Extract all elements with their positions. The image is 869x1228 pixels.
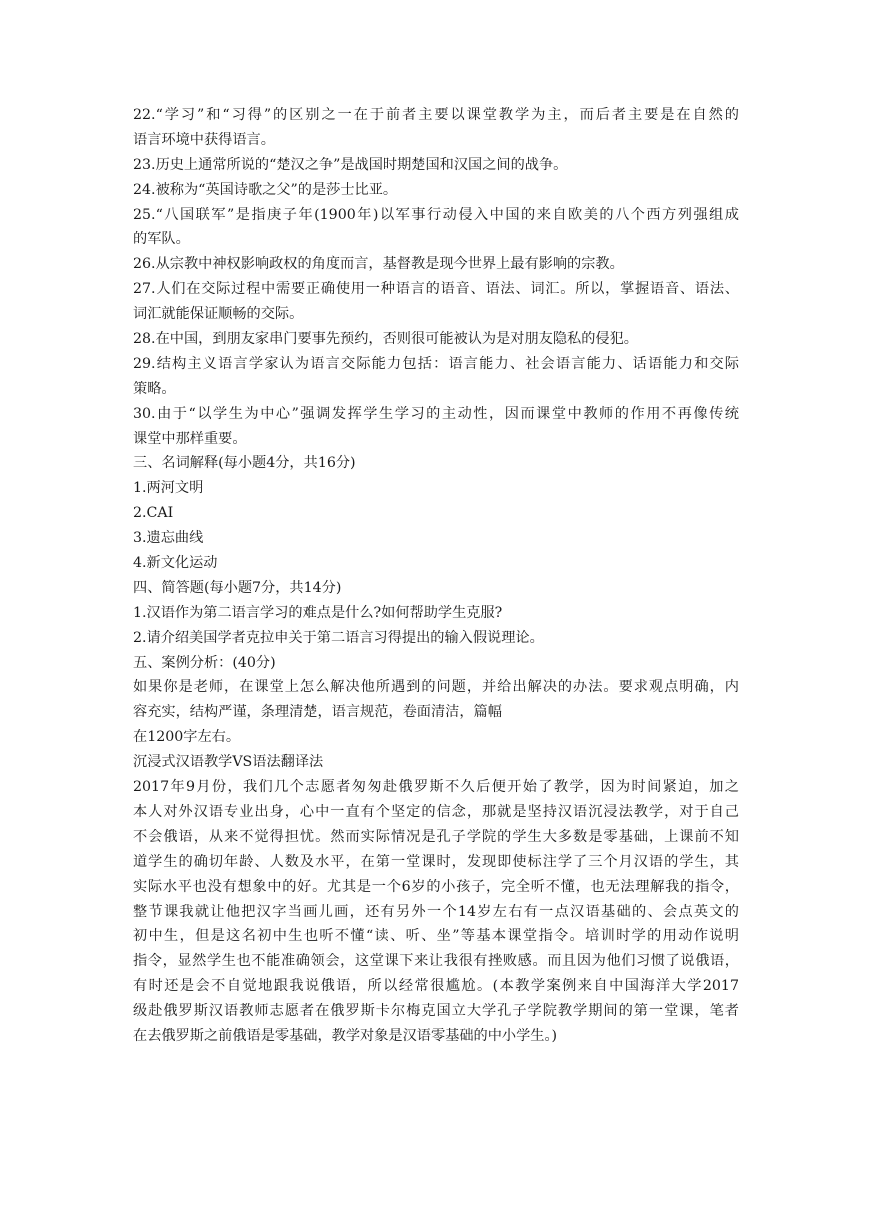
case-paragraph-line-5: 实际水平也没有想象中的好。尤其是一个6岁的小孩子，完全听不懂，也无法理解我的指令， xyxy=(133,878,739,895)
case-paragraph-line-9: 有时还是会不自觉地跟我说俄语，所以经常很尴尬。(本教学案例来自中国海洋大学2017 xyxy=(133,978,739,995)
case-instructions-line-3: 在1200字左右。 xyxy=(133,729,241,746)
case-instructions-line-1: 如果你是老师，在课堂上怎么解决他所遇到的问题，并给出解决的办法。要求观点明确，内 xyxy=(133,679,739,696)
term-3: 3.遗忘曲线 xyxy=(133,530,204,547)
short-answer-2: 2.请介绍美国学者克拉申关于第二语言习得提出的输入假说理论。 xyxy=(133,629,544,646)
question-22-line-1: 22.“学习”和“习得”的区别之一在于前者主要以课堂教学为主，而后者主要是在自然的 xyxy=(133,107,739,123)
case-paragraph-line-1: 2017年9月份，我们几个志愿者匆匆赴俄罗斯不久后便开始了教学，因为时间紧迫，加之 xyxy=(133,779,739,796)
question-25-line-1: 25.“八国联军”是指庚子年(1900年)以军事行动侵入中国的来自欧美的八个西方列强组成 xyxy=(133,206,739,223)
question-22-line-2: 语言环境中获得语言。 xyxy=(133,131,275,148)
case-paragraph-line-4: 道学生的确切年龄、人数及水平，在第一堂课时，发现即使标注学了三个月汉语的学生，其 xyxy=(133,853,739,870)
case-paragraph-line-6: 整节课我就让他把汉字当画儿画，还有另外一个14岁左右有一点汉语基础的、会点英文的 xyxy=(133,903,739,920)
document-body xyxy=(133,103,739,1049)
term-2: 2.CAI xyxy=(133,505,174,522)
question-26: 26.从宗教中神权影响政权的角度而言，基督教是现今世界上最有影响的宗教。 xyxy=(133,256,624,273)
question-28: 28.在中国，到朋友家串门要事先预约，否则很可能被认为是对朋友隐私的侵犯。 xyxy=(133,331,638,348)
case-paragraph-line-3: 不会俄语，从来不觉得担忧。然而实际情况是孔子学院的学生大多数是零基础，上课前不知 xyxy=(133,828,739,845)
question-24: 24.被称为“英国诗歌之父”的是莎士比亚。 xyxy=(133,181,398,198)
case-paragraph-line-2: 本人对外汉语专业出身，心中一直有个坚定的信念，那就是坚持汉语沉浸法教学，对于自己 xyxy=(133,803,739,820)
short-answer-1: 1.汉语作为第二语言学习的难点是什么?如何帮助学生克服? xyxy=(133,604,503,621)
case-paragraph-line-8: 指令，显然学生也不能准确领会，这堂课下来让我很有挫败感。而且因为他们习惯了说俄语， xyxy=(133,953,739,970)
question-23: 23.历史上通常所说的“楚汉之争”是战国时期楚国和汉国之间的战争。 xyxy=(133,156,568,173)
question-29-line-1: 29.结构主义语言学家认为语言交际能力包括：语言能力、社会语言能力、话语能力和交际 xyxy=(133,355,739,372)
question-27-line-1: 27.人们在交际过程中需要正确使用一种语言的语音、语法、词汇。所以，掌握语音、语法、 xyxy=(133,281,739,298)
question-30-line-1: 30.由于“以学生为中心”强调发挥学生学习的主动性，因而课堂中教师的作用不再像传统 xyxy=(133,405,739,422)
question-27-line-2: 词汇就能保证顺畅的交际。 xyxy=(133,306,304,323)
section-3-heading: 三、名词解释(每小题4分，共16分) xyxy=(133,455,356,472)
case-title: 沉浸式汉语教学VS语法翻译法 xyxy=(133,754,324,771)
question-30-line-2: 课堂中那样重要。 xyxy=(133,430,247,447)
case-paragraph-line-7: 初中生，但是这名初中生也听不懂“读、听、坐”等基本课堂指令。培训时学的用动作说明 xyxy=(133,928,739,945)
case-instructions-line-2: 容充实，结构严谨，条理清楚，语言规范，卷面清洁，篇幅 xyxy=(133,704,502,721)
question-25-line-2: 的军队。 xyxy=(133,231,190,248)
section-4-heading: 四、简答题(每小题7分，共14分) xyxy=(133,579,342,596)
term-4: 4.新文化运动 xyxy=(133,555,218,572)
question-29-line-2: 策略。 xyxy=(133,380,176,397)
section-5-heading: 五、案例分析：(40分) xyxy=(133,654,276,671)
case-paragraph-line-11: 在去俄罗斯之前俄语是零基础，教学对象是汉语零基础的中小学生。) xyxy=(133,1027,558,1044)
case-paragraph-line-10: 级赴俄罗斯汉语教师志愿者在俄罗斯卡尔梅克国立大学孔子学院教学期间的第一堂课，笔者 xyxy=(133,1003,739,1020)
term-1: 1.两河文明 xyxy=(133,480,204,497)
